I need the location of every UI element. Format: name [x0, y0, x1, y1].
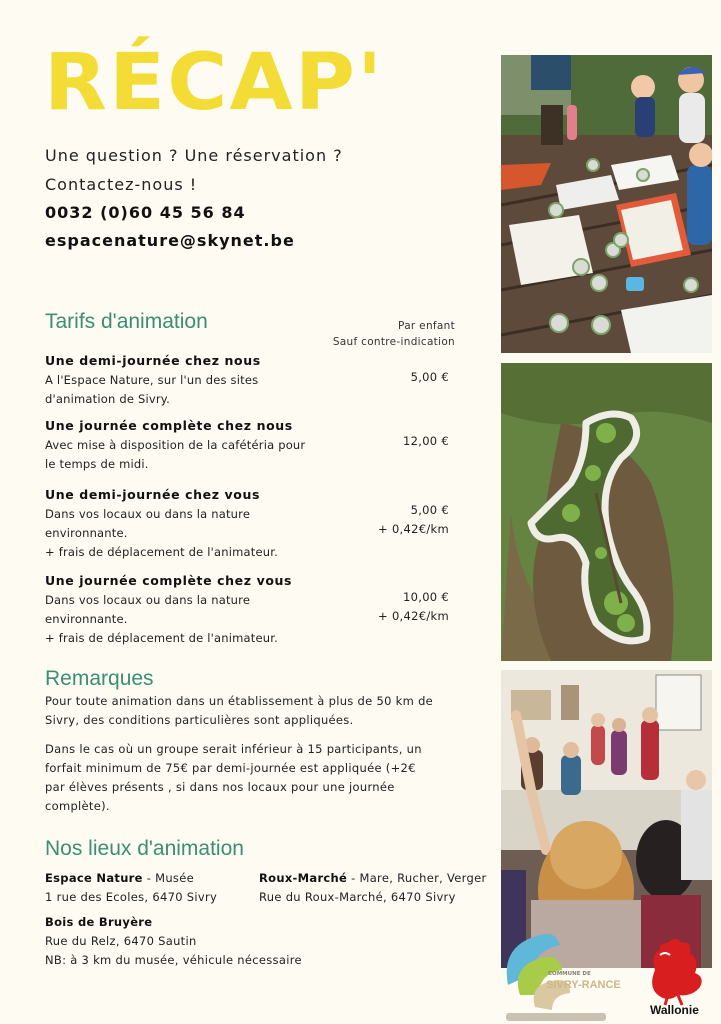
- tarif-desc: A l'Espace Nature, sur l'un des sites d'animation de Sivry.: [45, 373, 259, 406]
- partner-logos: [500, 925, 721, 1024]
- tarif-title: Une journée complète chez vous: [45, 573, 293, 588]
- tarif-title: Une demi-journée chez vous: [45, 487, 261, 502]
- tarif-price: 5,00 € + 0,42€/km: [378, 503, 449, 536]
- commune-label: COMMUNE DE: [548, 971, 591, 977]
- tarif-price: 5,00 €: [410, 370, 449, 384]
- lieu-roux-marche: Roux-Marché - Mare, Rucher, Verger Rue du Roux-Marché, 6470 Sivry: [259, 871, 487, 904]
- lieu-espace-nature: Espace Nature - Musée 1 rue des Ecoles, 6470 Sivry: [45, 871, 218, 904]
- tarifs-note-per-child: Par enfant: [398, 320, 455, 332]
- lieux-heading: Nos lieux d'animation: [45, 837, 244, 860]
- contact-phone[interactable]: 0032 (0)60 45 56 84: [45, 203, 246, 222]
- tarif-title: Une journée complète chez nous: [45, 418, 293, 433]
- tarifs-heading: Tarifs d'animation: [45, 310, 208, 333]
- page-title: RÉCAP': [44, 38, 385, 128]
- contact-invite: Contactez-nous !: [45, 175, 198, 194]
- commune-name: SIVRY-RANCE: [546, 979, 621, 991]
- tarif-desc: Dans vos locaux ou dans la nature environnante. + frais de déplacement de l'animateur.: [45, 593, 279, 645]
- tarif-desc: Avec mise à disposition de la cafétéria pour le temps de midi.: [45, 438, 306, 471]
- tarif-desc: Dans vos locaux ou dans la nature environnante. + frais de déplacement de l'animateur.: [45, 507, 279, 559]
- tarif-price: 10,00 € + 0,42€/km: [378, 590, 449, 623]
- contact-email[interactable]: espacenature@skynet.be: [45, 231, 295, 250]
- tarifs-note-exception: Sauf contre-indication: [332, 336, 455, 348]
- photo-nature-art: [501, 363, 712, 661]
- remarques-heading: Remarques: [45, 667, 154, 690]
- remarques-paragraph: Pour toute animation dans un établissement à plus de 50 km de Sivry, des conditions particulières sont appliquées.: [45, 694, 434, 727]
- lieu-bois-de-bruyere: Bois de Bruyère Rue du Relz, 6470 Sautin NB: à 3 km du musée, véhicule nécessaire: [45, 915, 302, 967]
- contact-question: Une question ? Une réservation ?: [45, 146, 343, 165]
- tarif-price: 12,00 €: [403, 434, 449, 448]
- wallonie-logo-text: Wallonie: [650, 1003, 699, 1017]
- tarif-title: Une demi-journée chez nous: [45, 353, 261, 368]
- photo-children-table: [501, 55, 712, 353]
- remarques-paragraph: Dans le cas où un groupe serait inférieur à 15 participants, un forfait minimum de 75€ par demi-journée est appliquée (+2€ par élèves présents , si dans nos locaux pour une journée complète).: [45, 742, 422, 813]
- photo-classroom: [501, 670, 712, 968]
